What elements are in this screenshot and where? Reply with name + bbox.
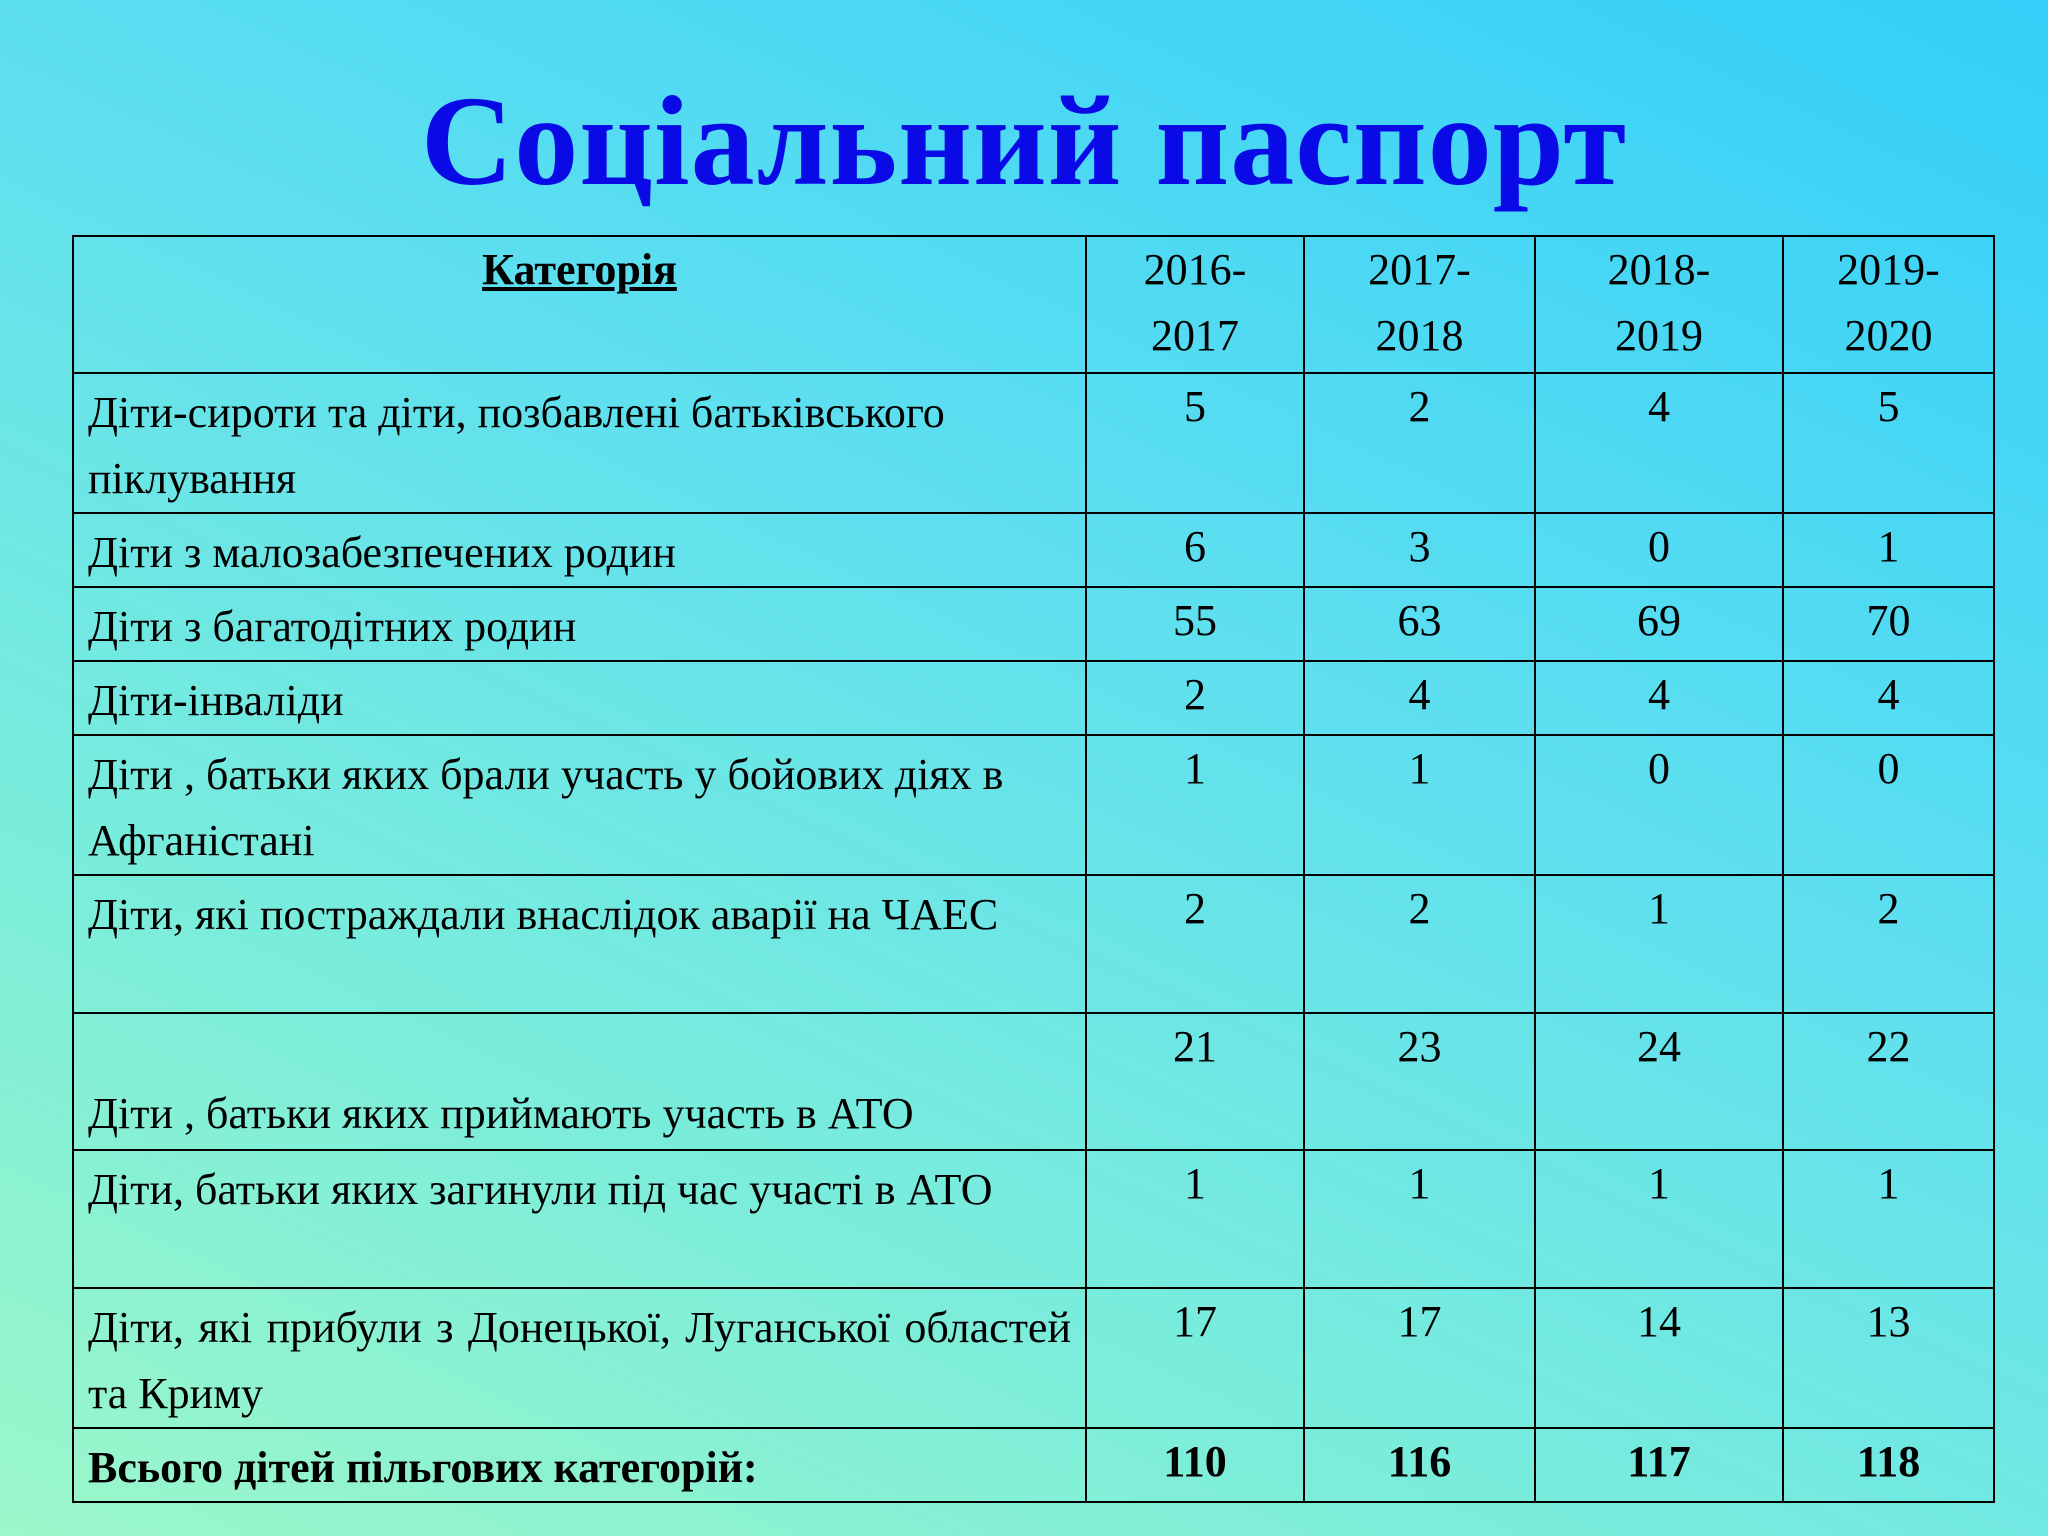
row-value: 5 [1783, 373, 1994, 513]
row-value: 17 [1304, 1288, 1535, 1428]
row-value: 69 [1535, 587, 1783, 661]
row-value: 5 [1086, 373, 1304, 513]
row-value: 14 [1535, 1288, 1783, 1428]
header-category: Категорія [73, 236, 1086, 373]
row-value: 63 [1304, 587, 1535, 661]
table-row [73, 735, 1994, 875]
header-year-line2: 2018 [1375, 311, 1464, 360]
row-value: 22 [1783, 1013, 1994, 1150]
row-value: 4 [1535, 661, 1783, 735]
total-value: 118 [1783, 1428, 1994, 1502]
row-category: Діти , батьки яких брали участь у бойових діях в Афганістані [73, 735, 1086, 875]
row-value: 1 [1304, 1150, 1535, 1288]
row-value: 3 [1304, 513, 1535, 587]
header-year-2016-2017 [1086, 236, 1304, 373]
row-category: Діти, які прибули з Донецької, Луганської областей та Криму [73, 1288, 1086, 1428]
page-title: Соціальний паспорт [420, 70, 1628, 212]
row-value: 4 [1304, 661, 1535, 735]
header-year-line2: 2017 [1151, 311, 1239, 360]
row-value: 1 [1535, 1150, 1783, 1288]
row-value: 4 [1535, 373, 1783, 513]
row-value: 55 [1086, 587, 1304, 661]
total-value: 116 [1304, 1428, 1535, 1502]
row-category: Діти з багатодітних родин [73, 587, 1086, 661]
table-row [73, 661, 1994, 735]
table-total-row [73, 1428, 1994, 1502]
table-row [73, 513, 1994, 587]
total-value: 117 [1535, 1428, 1783, 1502]
table-row [73, 1013, 1994, 1150]
row-category: Діти-інваліди [73, 661, 1086, 735]
header-year-line1: 2019- [1837, 245, 1940, 294]
social-passport-table [72, 235, 1995, 1503]
row-value: 1 [1304, 735, 1535, 875]
table-row [73, 875, 1994, 1013]
row-value: 0 [1535, 735, 1783, 875]
row-category: Діти з малозабезпечених родин [73, 513, 1086, 587]
row-value: 1 [1086, 735, 1304, 875]
header-year-2018-2019 [1535, 236, 1783, 373]
row-value: 70 [1783, 587, 1994, 661]
row-value: 24 [1535, 1013, 1783, 1150]
table-row [73, 587, 1994, 661]
header-year-line1: 2016- [1143, 245, 1247, 294]
row-value: 2 [1304, 373, 1535, 513]
header-year-line2: 2020 [1844, 311, 1933, 360]
header-year-line1: 2017- [1368, 245, 1471, 294]
row-value: 4 [1783, 661, 1994, 735]
row-category: Діти-сироти та діти, позбавлені батьківського піклування [73, 373, 1086, 513]
table-row [73, 373, 1994, 513]
row-category: Діти, які постраждали внаслідок аварії на ЧАЕС [73, 875, 1086, 1013]
row-value: 0 [1535, 513, 1783, 587]
row-value: 6 [1086, 513, 1304, 587]
row-value: 13 [1783, 1288, 1994, 1428]
row-value: 17 [1086, 1288, 1304, 1428]
table-row [73, 1288, 1994, 1428]
row-value: 2 [1783, 875, 1994, 1013]
row-value: 2 [1086, 661, 1304, 735]
table-row [73, 1150, 1994, 1288]
total-value: 110 [1086, 1428, 1304, 1502]
header-year-line1: 2018- [1607, 245, 1711, 294]
row-value: 23 [1304, 1013, 1535, 1150]
row-value: 21 [1086, 1013, 1304, 1150]
row-value: 1 [1086, 1150, 1304, 1288]
row-category: Діти, батьки яких загинули під час участі в АТО [73, 1150, 1086, 1288]
row-value: 1 [1535, 875, 1783, 1013]
total-label: Всього дітей пільгових категорій: [73, 1428, 1086, 1502]
row-value: 1 [1783, 513, 1994, 587]
row-category: Діти , батьки яких приймають участь в АТО [73, 1013, 1086, 1150]
header-year-2017-2018 [1304, 236, 1535, 373]
row-value: 2 [1304, 875, 1535, 1013]
header-year-line2: 2019 [1615, 311, 1703, 360]
header-year-2019-2020 [1783, 236, 1994, 373]
row-value: 1 [1783, 1150, 1994, 1288]
table-header-row [73, 236, 1994, 373]
row-value: 2 [1086, 875, 1304, 1013]
row-value: 0 [1783, 735, 1994, 875]
